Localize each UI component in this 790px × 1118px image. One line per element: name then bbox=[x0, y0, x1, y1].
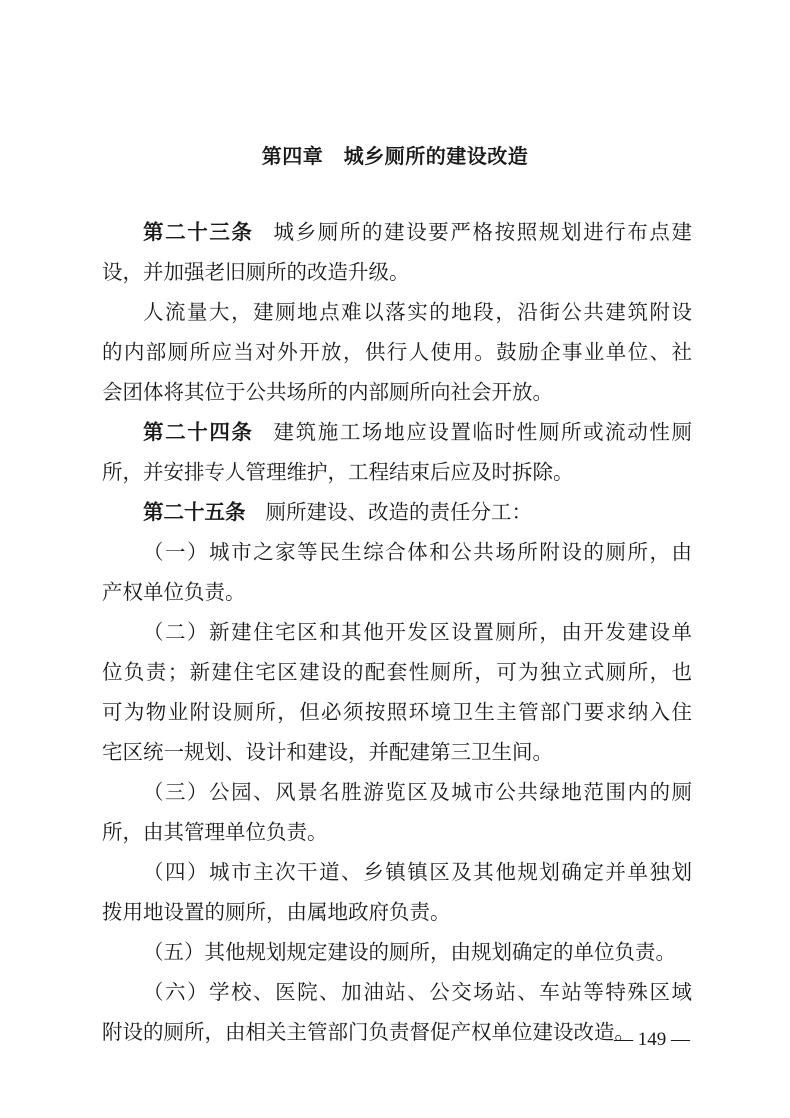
text-line bbox=[102, 532, 692, 572]
text-line bbox=[102, 812, 692, 852]
line-text: 附设的厕所，由相关主管部门负责督促产权单位建设改造。 bbox=[102, 1020, 635, 1044]
line-text: 厕所建设、改造的责任分工： bbox=[265, 500, 532, 524]
paragraph bbox=[102, 532, 692, 612]
text-line bbox=[102, 412, 692, 452]
text-line bbox=[102, 212, 692, 252]
line-text: 所，由其管理单位负责。 bbox=[102, 820, 328, 844]
line-text: 的内部厕所应当对外开放，供行人使用。鼓励企事业单位、社 bbox=[102, 340, 692, 364]
line-text: 城乡厕所的建设要严格按照规划进行布点建 bbox=[273, 220, 693, 244]
line-text: 会团体将其位于公共场所的内部厕所向社会开放。 bbox=[102, 380, 553, 404]
text-line bbox=[102, 612, 692, 652]
article-number: 第二十四条 bbox=[143, 420, 254, 444]
text-line bbox=[102, 452, 692, 492]
line-text: （三）公园、风景名胜游览区及城市公共绿地范围内的厕 bbox=[143, 780, 692, 804]
text-line bbox=[102, 292, 692, 332]
paragraph bbox=[102, 612, 692, 772]
paragraph bbox=[102, 972, 692, 1052]
line-text: （一）城市之家等民生综合体和公共场所附设的厕所，由 bbox=[143, 540, 692, 564]
text-line bbox=[102, 972, 692, 1012]
paragraph bbox=[102, 492, 692, 532]
line-text: 宅区统一规划、设计和建设，并配建第三卫生间。 bbox=[102, 740, 553, 764]
line-text: 所，并安排专人管理维护，工程结束后应及时拆除。 bbox=[102, 460, 574, 484]
text-line bbox=[102, 692, 692, 732]
paragraph bbox=[102, 412, 692, 492]
text-line bbox=[102, 892, 692, 932]
body-text bbox=[102, 212, 692, 1052]
text-line bbox=[102, 772, 692, 812]
paragraph bbox=[102, 852, 692, 932]
line-text: 建筑施工场地应设置临时性厕所或流动性厕 bbox=[273, 420, 693, 444]
paragraph bbox=[102, 292, 692, 412]
article-number: 第二十五条 bbox=[143, 500, 246, 524]
line-text: 产权单位负责。 bbox=[102, 580, 246, 604]
text-line bbox=[102, 732, 692, 772]
line-text: （六）学校、医院、加油站、公交场站、车站等特殊区域 bbox=[143, 980, 692, 1004]
paragraph bbox=[102, 932, 692, 972]
text-line bbox=[102, 932, 692, 972]
text-line bbox=[102, 492, 692, 532]
article-number: 第二十三条 bbox=[143, 220, 254, 244]
page-number: — 149 — bbox=[614, 1029, 690, 1050]
text-line bbox=[102, 372, 692, 412]
line-text: （五）其他规划规定建设的厕所，由规划确定的单位负责。 bbox=[143, 940, 676, 964]
line-text: 设，并加强老旧厕所的改造升级。 bbox=[102, 260, 410, 284]
line-text: 人流量大，建厕地点难以落实的地段，沿街公共建筑附设 bbox=[143, 300, 692, 324]
text-line bbox=[102, 1012, 692, 1052]
chapter-title: 第四章 城乡厕所的建设改造 bbox=[261, 144, 529, 168]
text-line bbox=[102, 852, 692, 892]
text-line bbox=[102, 252, 692, 292]
line-text: 位负责；新建住宅区建设的配套性厕所，可为独立式厕所，也 bbox=[102, 660, 692, 684]
line-text: 拨用地设置的厕所，由属地政府负责。 bbox=[102, 900, 451, 924]
paragraph bbox=[102, 772, 692, 852]
line-text: 可为物业附设厕所，但必须按照环境卫生主管部门要求纳入住 bbox=[102, 700, 692, 724]
line-text: （二）新建住宅区和其他开发区设置厕所，由开发建设单 bbox=[143, 620, 692, 644]
text-line bbox=[102, 652, 692, 692]
text-line bbox=[102, 572, 692, 612]
text-line bbox=[102, 332, 692, 372]
paragraph bbox=[102, 212, 692, 292]
line-text: （四）城市主次干道、乡镇镇区及其他规划确定并单独划 bbox=[143, 860, 692, 884]
